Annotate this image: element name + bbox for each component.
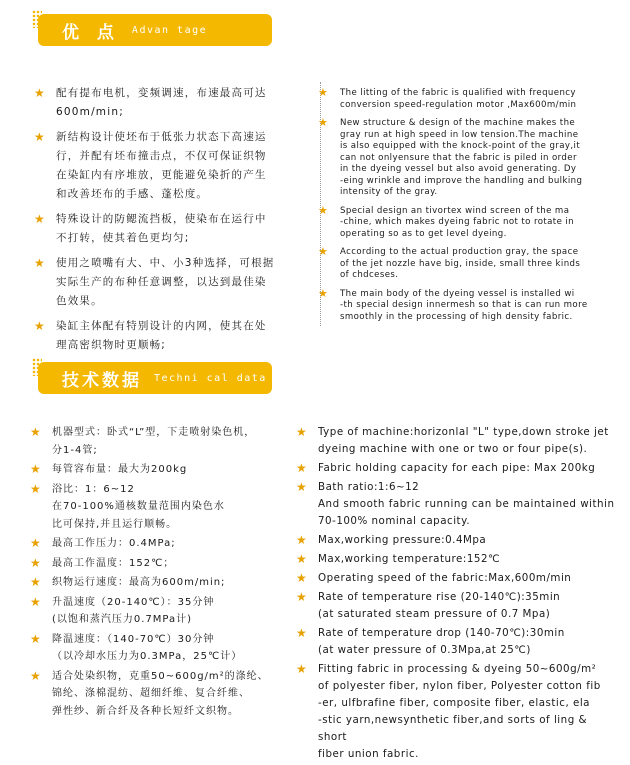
item-text-line: According to the actual production gray, the space (340, 247, 579, 257)
list-item (296, 424, 616, 458)
star-icon: ★ (296, 571, 308, 585)
list-item (318, 203, 610, 241)
list-item (34, 128, 296, 204)
list-item (34, 210, 296, 248)
item-text-line: in the dyeing vessel but also avoid generating. Dy (340, 164, 577, 174)
list-item (318, 286, 610, 324)
item-text-line: -stic yarn,newsynthetic fiber,and sorts of ling & short (318, 714, 588, 743)
item-text-line: 比可保持,并且运行顺畅。 (52, 518, 178, 530)
item-text-line: 染缸主体配有特别设计的内网，使其在处 (56, 320, 267, 332)
star-icon: ★ (296, 425, 308, 439)
item-text-line: is also equipped with the knock-point of the gray,it (340, 141, 581, 151)
star-icon: ★ (296, 626, 308, 640)
star-icon: ★ (318, 203, 329, 217)
item-text-line: conversion speed-regulation motor ,Max600m/min (340, 99, 577, 110)
technical-title-en: Techni cal data (154, 372, 267, 384)
star-icon: ★ (30, 575, 42, 589)
technical-title-zh: 技术数据 (62, 370, 142, 391)
list-item (30, 555, 292, 573)
item-text-line: Max,working temperature:152℃ (318, 553, 501, 565)
dot-pattern-decoration (32, 10, 42, 28)
item-text-line: 配有提布电机，变频调速，布速最高可达 (56, 87, 267, 99)
star-icon: ★ (296, 533, 308, 547)
list-item (30, 574, 292, 592)
item-text-line: 实际生产的布种任意调整，以达到最佳染 (56, 276, 267, 288)
item-text-line: (以饱和蒸汽压力0.7MPa计) (52, 614, 193, 625)
item-text-line: The litting of the fabric is qualified with frequency (340, 88, 576, 98)
item-text-line: 织物运行速度：最高为600m/min; (52, 577, 226, 588)
star-icon: ★ (34, 86, 46, 100)
star-icon: ★ (296, 590, 308, 604)
list-item (30, 631, 292, 666)
item-text-line: 新结构设计使坯布于低张力状态下高速运 (56, 131, 267, 143)
item-text-line: -er, ulfbrafine fiber, composite fiber, elastic, ela (318, 697, 590, 709)
item-text-line: intensity of the gray. (340, 187, 438, 197)
item-text-line: Bath ratio:1:6~12 (318, 481, 420, 493)
item-text-line: 升温速度（20-140℃）：35分钟 (52, 596, 215, 608)
item-text-line: （以冷却水压力为0.3MPa，25℃计） (52, 651, 243, 662)
list-item (296, 551, 616, 568)
star-icon: ★ (30, 594, 42, 609)
list-item (30, 424, 292, 459)
item-text-line: 在染缸内有序堆放，更能避免染折的产生 (56, 169, 267, 181)
star-icon: ★ (296, 662, 308, 676)
item-text-line: Rate of temperature rise (20-140℃):35min (318, 591, 561, 603)
star-icon: ★ (296, 552, 308, 566)
item-text-line: New structure & design of the machine makes the (340, 118, 576, 128)
technical-banner (38, 362, 272, 394)
item-text-line: 分1-4管; (52, 444, 98, 456)
item-text-line: of the jet nozzle have big, inside, small three kinds (340, 258, 581, 269)
item-text-line: 在70-100%通核数量范围内染色水 (52, 501, 225, 512)
item-text-line: operating so as to get level dyeing. (340, 228, 507, 239)
list-item (296, 532, 616, 549)
item-text-line: 最高工作压力：0.4MPa; (52, 538, 176, 549)
list-item (296, 625, 616, 659)
item-text-line: 适合处染织物，克重50~600g/m²的涤纶、 (52, 670, 269, 682)
list-item (30, 594, 292, 629)
list-item (296, 589, 616, 623)
list-item (30, 481, 292, 534)
item-text-line: gray run at high speed in low tension.The machine (340, 129, 579, 140)
item-text-line: 和改善坯布的手感、蓬松度。 (56, 188, 209, 200)
item-text-line: The main body of the dyeing vessel is installed wi (340, 288, 575, 299)
list-item (296, 479, 616, 530)
star-icon: ★ (34, 212, 46, 226)
item-text-line: of chdceses. (340, 270, 399, 280)
star-icon: ★ (318, 86, 329, 99)
item-text-line: 浴比：1：6~12 (52, 483, 135, 495)
star-icon: ★ (30, 425, 42, 439)
star-icon: ★ (34, 256, 46, 270)
item-text-line: 600m/min; (56, 106, 124, 118)
item-text-line: Fabric holding capacity for each pipe: Max 200kg (318, 462, 596, 474)
list-item (318, 88, 610, 111)
advantages-title-en: Advan tage (131, 24, 208, 36)
item-text-line: 降温速度：（140-70℃）30分钟 (52, 633, 215, 645)
item-text-line: Special design an tivortex wind screen of the ma (340, 205, 570, 216)
star-icon: ★ (34, 319, 46, 333)
list-item (30, 535, 292, 553)
advantages-banner (38, 14, 272, 46)
list-item (34, 317, 296, 355)
item-text-line: 弹性纱、新合纤及各种长短纤文织物。 (52, 705, 239, 717)
item-text-line: 每管容布量：最大为200kg (52, 464, 188, 475)
star-icon: ★ (296, 461, 308, 475)
advantages-list-zh (34, 84, 296, 361)
item-text-line: 最高工作温度：152℃； (52, 557, 175, 569)
star-icon: ★ (318, 286, 329, 300)
item-text-line: 不打转，使其着色更均匀; (56, 232, 190, 244)
star-icon: ★ (318, 116, 329, 129)
item-text-line: Operating speed of the fabric:Max,600m/min (318, 572, 572, 584)
list-item (30, 461, 292, 479)
advantages-title-zh: 优 点 (62, 22, 120, 43)
technical-list-zh (30, 424, 292, 722)
star-icon: ★ (30, 536, 42, 550)
star-icon: ★ (30, 481, 42, 496)
item-text-line: Rate of temperature drop (140-70℃):30min (318, 627, 565, 639)
list-item (296, 570, 616, 587)
list-item (296, 661, 616, 763)
star-icon: ★ (34, 130, 46, 144)
item-text-line: 70-100% nominal capacity. (318, 515, 470, 527)
item-text-line: And smooth fabric running can be maintained within (318, 498, 615, 510)
item-text-line: Type of machine:horizonlal "L" type,down stroke jet (318, 426, 609, 438)
item-text-line: -chine, which makes dyeing fabric not to rotate in (340, 217, 575, 227)
item-text-line: 特殊设计的防鳃流挡板，使染布在运行中 (56, 213, 267, 225)
item-text-line: 行，并配有坯布撞击点，不仅可保证织物 (56, 150, 267, 162)
list-item (34, 84, 296, 122)
advantages-list-en (318, 88, 610, 330)
item-text-line: (at saturated steam pressure of 0.7 Mpa) (318, 608, 551, 620)
item-text-line: 理高密织物时更顺畅; (56, 339, 167, 351)
item-text-line: 锦纶、涤棉混纺、超细纤维、复合纤维、 (52, 688, 250, 699)
item-text-line: 机器型式：卧式“L”型，下走喷射染色机， (52, 427, 256, 438)
item-text-line: fiber union fabric. (318, 748, 419, 760)
star-icon: ★ (318, 245, 329, 258)
dot-pattern-decoration (32, 358, 42, 376)
item-text-line: 使用之喷嘴有大、中、小3种选择，可根据 (56, 257, 275, 269)
item-text-line: can not onlyensure that the fabric is piled in order (340, 152, 577, 163)
item-text-line: smoothly in the processing of high density fabric. (340, 311, 573, 322)
technical-list-en (296, 424, 616, 765)
item-text-line: Max,working pressure:0.4Mpa (318, 534, 487, 546)
item-text-line: 色效果。 (56, 295, 103, 307)
list-item (318, 247, 610, 282)
item-text-line: (at water pressure of 0.3Mpa,at 25℃) (318, 644, 531, 656)
item-text-line: dyeing machine with one or two or four pipe(s). (318, 443, 588, 455)
list-item (318, 118, 610, 199)
star-icon: ★ (30, 462, 42, 476)
list-item (30, 668, 292, 721)
star-icon: ★ (30, 668, 42, 683)
item-text-line: -eing wrinkle and improve the handling and bulking (340, 175, 583, 186)
item-text-line: Fitting fabric in processing & dyeing 50~600g/m² (318, 663, 597, 675)
list-item (34, 254, 296, 311)
star-icon: ★ (30, 631, 42, 646)
item-text-line: -th special design innermesh so that is can run more (340, 300, 588, 310)
item-text-line: of polyester fiber, nylon fiber, Polyester cotton fib (318, 680, 601, 692)
star-icon: ★ (30, 555, 42, 570)
star-icon: ★ (296, 480, 308, 494)
list-item (296, 460, 616, 477)
